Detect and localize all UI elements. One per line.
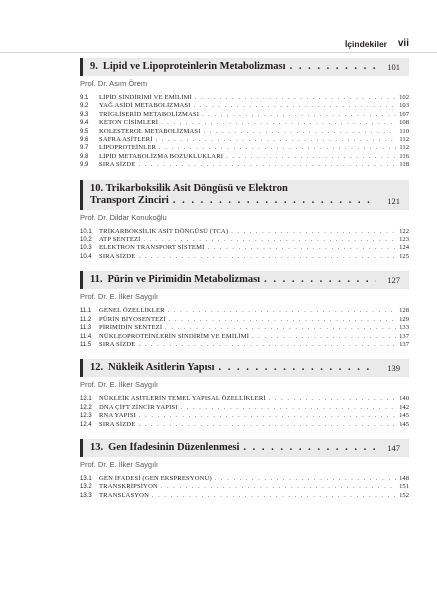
chapter-title-text: Nükleik Asitlerin Yapısı	[108, 362, 215, 374]
dot-leader	[139, 253, 396, 261]
chapter-title-line	[90, 183, 380, 195]
entry-page-number: 112	[399, 144, 409, 152]
chapter-author: Prof. Dr. Asım Örem	[80, 79, 148, 88]
chapter-title	[90, 61, 380, 73]
entry-number: 9.3	[80, 111, 89, 118]
chapter-section	[80, 271, 409, 349]
entry-title: TRİGLİSERİD METABOLİZMASI	[99, 110, 200, 118]
section-list	[80, 94, 409, 170]
chapter-title-text: Transport Zinciri	[90, 194, 169, 206]
chapter-author: Prof. Dr. E. İlker Saygılı	[80, 459, 158, 469]
entry-number: 12.4	[80, 421, 92, 428]
table-of-contents	[80, 58, 409, 510]
entry-title: TRİKARBOKSİLİK ASİT DÖNGÜSÜ (TCA)	[99, 227, 229, 235]
chapter-title	[90, 183, 380, 207]
toc-entry[interactable]	[80, 236, 409, 244]
entry-number: 9.9	[80, 162, 89, 169]
entry-number: 12.2	[80, 404, 92, 411]
entry-number: 11.5	[80, 341, 92, 348]
dot-leader	[226, 153, 396, 161]
entry-number: 10.1	[80, 228, 92, 235]
dot-leader	[207, 244, 396, 252]
toc-entry[interactable]	[80, 341, 409, 349]
chapter-heading[interactable]	[80, 359, 409, 377]
toc-entry[interactable]	[80, 102, 409, 110]
dot-leader	[159, 144, 396, 152]
entry-page-number: 151	[399, 483, 409, 491]
chapter-title	[90, 442, 380, 454]
entry-title: GEN İFADESİ (GEN EKSPRESYONU)	[99, 474, 212, 482]
entry-number: 12.3	[80, 413, 92, 420]
chapter-author: Prof. Dr. E. İlker Saygılı	[80, 292, 158, 302]
entry-title: LİPİD METABOLİZMA BOZUKLUKLARI	[99, 152, 224, 160]
toc-entry[interactable]	[80, 144, 409, 152]
chapter-section	[80, 180, 409, 262]
toc-entry[interactable]	[80, 128, 409, 136]
chapter-title-text: Gen İfadesinin Düzenlenmesi	[108, 441, 240, 453]
toc-entry[interactable]	[80, 316, 409, 324]
entry-number: 13.3	[80, 492, 92, 499]
entry-page-number: 110	[399, 127, 409, 135]
entry-page-number: 142	[399, 403, 409, 411]
chapter-heading[interactable]	[80, 180, 409, 210]
entry-page-number: 140	[399, 395, 409, 403]
dot-leader	[173, 195, 376, 207]
entry-title: LİPOPROTEİNLER	[99, 144, 157, 152]
entry-page-number: 137	[399, 332, 409, 340]
entry-page-number: 103	[399, 102, 409, 110]
entry-number: 9.6	[80, 137, 89, 144]
dot-leader	[139, 412, 396, 420]
chapter-heading[interactable]	[80, 439, 409, 457]
entry-number: 9.1	[80, 95, 89, 101]
chapter-title-line	[90, 195, 380, 207]
entry-title: GENEL ÖZELLİKLER	[99, 307, 165, 315]
entry-title: PÜRİN BİYOSENTEZİ	[99, 315, 166, 323]
entry-number: 12.1	[80, 396, 92, 403]
entry-title: RNA YAPISI	[99, 412, 136, 420]
entry-page-number: 145	[399, 412, 409, 420]
chapter-page-number: 127	[387, 275, 400, 286]
dot-leader	[290, 61, 376, 73]
chapter-page-number: 121	[387, 195, 400, 206]
dot-leader	[168, 307, 396, 315]
entry-title: ATP SENTEZİ	[99, 236, 141, 244]
dot-leader	[165, 324, 396, 332]
chapter-page-number: 147	[387, 442, 400, 453]
dot-leader	[139, 341, 396, 349]
chapter-number: 13.	[90, 441, 104, 453]
chapter-title-text: Pürin ve Pirimidin Metabolizması	[107, 274, 261, 286]
dot-leader	[139, 421, 396, 429]
toc-entry[interactable]	[80, 119, 409, 127]
dot-leader	[252, 333, 396, 341]
toc-entry[interactable]	[80, 475, 409, 483]
entry-title: SIRA SİZDE	[99, 161, 136, 169]
entry-page-number: 112	[399, 136, 409, 144]
entry-number: 13.1	[80, 475, 92, 482]
section-list	[80, 307, 409, 349]
dot-leader	[161, 119, 396, 127]
entry-number: 13.2	[80, 484, 92, 491]
running-head-title: İçindekiler	[344, 39, 387, 49]
toc-entry[interactable]	[80, 324, 409, 332]
dot-leader	[219, 362, 376, 374]
entry-number: 11.4	[80, 333, 92, 340]
chapter-section	[80, 359, 409, 429]
dot-leader	[243, 442, 376, 454]
entry-page-number: 123	[399, 236, 409, 244]
dot-leader	[144, 236, 396, 244]
toc-entry[interactable]	[80, 412, 409, 420]
chapter-number: 9.	[90, 61, 98, 72]
entry-number: 9.4	[80, 120, 89, 127]
entry-page-number: 129	[399, 315, 409, 323]
entry-page-number: 118	[399, 161, 409, 169]
toc-entry[interactable]	[80, 111, 409, 119]
chapter-title	[90, 274, 380, 286]
entry-page-number: 107	[399, 110, 409, 118]
dot-leader	[204, 128, 397, 136]
chapter-number: 11.	[90, 274, 103, 286]
toc-entry[interactable]	[80, 404, 409, 412]
dot-leader	[215, 475, 396, 483]
entry-title: NÜKLEOPROTEİNLERİN SİNDİRİM VE EMİLİMİ	[99, 332, 250, 340]
chapter-author: Prof. Dr. E. İlker Saygılı	[80, 380, 158, 390]
entry-number: 11.2	[80, 316, 92, 323]
chapter-section	[80, 58, 409, 170]
toc-entry[interactable]	[80, 307, 409, 315]
dot-leader	[169, 316, 396, 324]
entry-title: LİPİD SİNDİRİMİ VE EMİLİMİ	[99, 94, 192, 101]
dot-leader	[202, 111, 396, 119]
dot-leader	[264, 274, 376, 286]
chapter-section	[80, 439, 409, 500]
entry-page-number: 133	[399, 324, 409, 332]
entry-page-number: 122	[399, 227, 409, 235]
entry-page-number: 128	[399, 307, 409, 315]
entry-number: 9.8	[80, 153, 89, 160]
entry-title: TRANSLASYON	[99, 491, 150, 499]
chapter-title-text: Trikarboksilik Asit Döngüsü ve Elektron	[105, 182, 288, 194]
dot-leader	[152, 492, 396, 500]
entry-page-number: 108	[399, 119, 409, 127]
dot-leader	[195, 94, 396, 102]
chapter-page-number: 139	[387, 363, 400, 374]
toc-entry[interactable]	[80, 483, 409, 491]
chapter-number: 10.	[90, 182, 104, 194]
chapter-page-number: 101	[387, 62, 400, 72]
toc-entry[interactable]	[80, 333, 409, 341]
toc-entry[interactable]	[80, 161, 409, 169]
entry-page-number: 124	[399, 244, 409, 252]
running-head-page-number: vii	[397, 38, 409, 49]
chapter-title-text: Lipid ve Lipoproteinlerin Metabolizması	[102, 61, 286, 72]
toc-entry[interactable]	[80, 421, 409, 429]
chapter-author: Prof. Dr. Dildar Konukoğlu	[80, 212, 167, 222]
entry-number: 10.4	[80, 253, 92, 260]
entry-title: KOLESTEROL METABOLİZMASI	[99, 127, 201, 135]
dot-leader	[181, 404, 397, 412]
entry-page-number: 102	[399, 94, 409, 101]
entry-page-number: 148	[399, 474, 409, 482]
toc-entry[interactable]	[80, 244, 409, 252]
toc-entry[interactable]	[80, 253, 409, 261]
section-list	[80, 228, 409, 262]
header-divider	[0, 52, 437, 53]
entry-number: 10.2	[80, 237, 92, 244]
chapter-heading[interactable]	[80, 271, 409, 289]
toc-entry[interactable]	[80, 136, 409, 144]
entry-title: TRANSKRİPSİYON	[99, 483, 158, 491]
entry-title: PİRİMİDİN SENTEZİ	[99, 324, 163, 332]
entry-number: 11.3	[80, 325, 92, 332]
entry-number: 9.2	[80, 103, 89, 110]
entry-title: SIRA SİZDE	[99, 252, 136, 260]
entry-page-number: 137	[399, 340, 409, 348]
chapter-number: 12.	[90, 362, 104, 374]
entry-number: 9.7	[80, 145, 89, 152]
section-list	[80, 475, 409, 500]
entry-title: SIRA SİZDE	[99, 340, 136, 348]
dot-leader	[156, 136, 397, 144]
dot-leader	[231, 228, 396, 236]
entry-page-number: 125	[399, 252, 409, 260]
dot-leader	[269, 395, 396, 403]
dot-leader	[139, 161, 396, 169]
dot-leader	[161, 483, 396, 491]
chapter-heading[interactable]	[80, 58, 409, 76]
entry-title: NÜKLEİK ASİTLERİN TEMEL YAPISAL ÖZELLİKLERİ	[99, 395, 266, 403]
toc-entry[interactable]	[80, 228, 409, 236]
entry-number: 9.5	[80, 128, 89, 135]
toc-entry[interactable]	[80, 153, 409, 161]
toc-entry[interactable]	[80, 395, 409, 403]
entry-title: SIRA SİZDE	[99, 420, 136, 428]
entry-title: KETON CİSİMLERİ	[99, 119, 159, 127]
entry-title: YAĞ ASİDİ METABOLİZMASI	[99, 102, 191, 110]
entry-page-number: 152	[399, 491, 409, 499]
dot-leader	[194, 102, 397, 110]
entry-number: 11.1	[80, 308, 92, 315]
section-list	[80, 395, 409, 429]
toc-entry[interactable]	[80, 492, 409, 500]
entry-title: ELEKTRON TRANSPORT SİSTEMİ	[99, 244, 205, 252]
entry-number: 10.3	[80, 245, 92, 252]
entry-title: SAFRA ASİTLERİ	[99, 136, 153, 144]
entry-title: DNA ÇİFT ZİNCİR YAPISI	[99, 403, 178, 411]
chapter-title	[90, 362, 380, 374]
entry-page-number: 116	[399, 152, 409, 160]
entry-page-number: 145	[399, 420, 409, 428]
running-head	[0, 39, 437, 53]
